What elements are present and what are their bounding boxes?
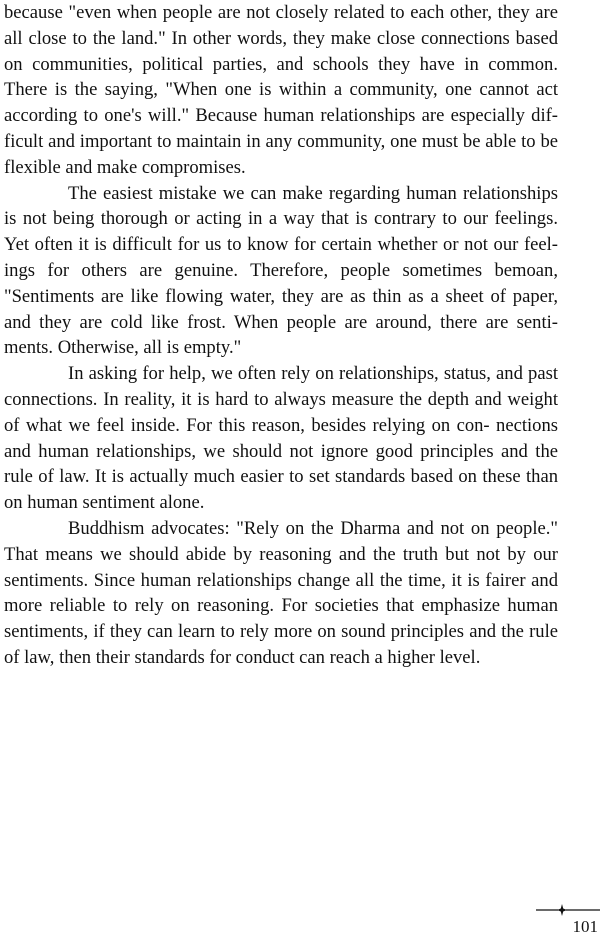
paragraph-2: The easiest mistake we can make regarding human relationships is not being thorough or acting in a way that is contrary to our feelings. Yet often it is difficult for us to know for certain whether or not our feel- ings for others are genuine. Therefore, people sometimes bemoan, "Sentiments are like flowing water, they are as thin as a sheet of paper, and they are cold like frost. When people are around, there are senti- ments. Otherwise, all is empty." [4,182,558,359]
paragraph-4: Buddhism advocates: "Rely on the Dharma and not on people." That means we should abide by reasoning and the truth but not by our sentiments. Since human relationships change all the time, it is fairer and more reliable to rely on reasoning. For societies that emphasize human sentiments, if they can learn to rely more on sound principles and the rule of law, then their standards for conduct can reach a higher level. [4,517,558,668]
paragraph-1: because "even when people are not closely related to each other, they are all close to the land." In other words, they make close connections based on communities, political parties, and schools they have in common. There is the saying, "When one is within a community, one cannot act according to one's will." Because human relationships are especially dif- ficult and important to maintain in any community, one must be able to be flexible and make compromises. [4,2,558,178]
paragraph-3: In asking for help, we often rely on relationships, status, and past connections. In reality, it is hard to always measure the depth and weight of what we feel inside. For this reason, besides relying on con- nections and human relationships, we should not ignore good principles and the rule of law. It is actually much easier to set standards based on these than on human sentiment alone. [4,363,558,514]
body-text [4,0,558,671]
page-number: 101 [572,917,598,936]
fleuron-divider-icon [536,902,600,916]
